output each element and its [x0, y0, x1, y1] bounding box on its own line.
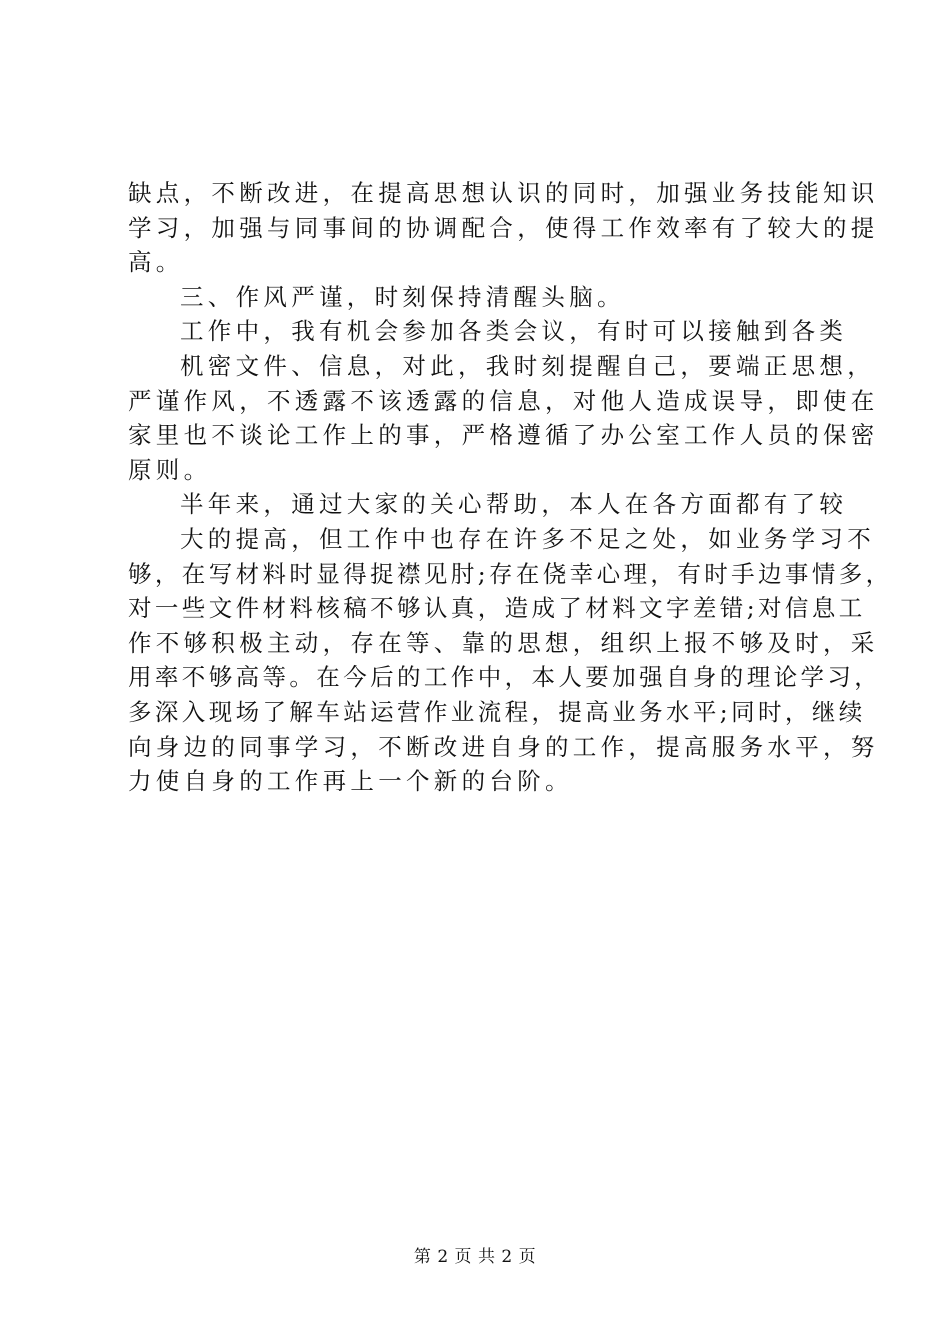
text-line: 高。 [128, 248, 184, 277]
text-line: 大的提高，但工作中也存在许多不足之处，如业务学习不 [180, 524, 875, 553]
text-line: 够，在写材料时显得捉襟见肘;存在侥幸心理，有时手边事情多， [128, 559, 893, 588]
text-line: 力使自身的工作再上一个新的台阶。 [128, 767, 573, 796]
text-line: 三、作风严谨，时刻保持清醒头脑。 [180, 282, 625, 311]
text-line: 机密文件、信息，对此，我时刻提醒自己，要端正思想， [180, 351, 875, 380]
text-line: 家里也不谈论工作上的事，严格遵循了办公室工作人员的保密 [128, 421, 879, 450]
text-line: 用率不够高等。在今后的工作中，本人要加强自身的理论学习， [128, 663, 882, 692]
text-line: 原则。 [128, 455, 212, 484]
text-line: 工作中，我有机会参加各类会议，有时可以接触到各类 [180, 317, 848, 346]
text-line: 多深入现场了解车站运营作业流程，提高业务水平;同时，继续 [128, 697, 866, 726]
text-line: 对一些文件材料核稿不够认真，造成了材料文字差错;对信息工 [128, 594, 866, 623]
page-number-footer: 第 2 页 共 2 页 [413, 1247, 537, 1267]
text-line: 缺点，不断改进，在提高思想认识的同时，加强业务技能知识 [128, 179, 879, 207]
text-line: 半年来，通过大家的关心帮助，本人在各方面都有了较 [180, 490, 848, 519]
text-line: 学习，加强与同事间的协调配合，使得工作效率有了较大的提 [128, 213, 879, 242]
text-line: 严谨作风，不透露不该透露的信息，对他人造成误导，即使在 [128, 386, 879, 415]
text-line: 作不够积极主动，存在等、靠的思想，组织上报不够及时，采 [128, 628, 879, 657]
text-line: 向身边的同事学习，不断改进自身的工作，提高服务水平，努 [128, 732, 879, 761]
document-body [128, 176, 893, 799]
